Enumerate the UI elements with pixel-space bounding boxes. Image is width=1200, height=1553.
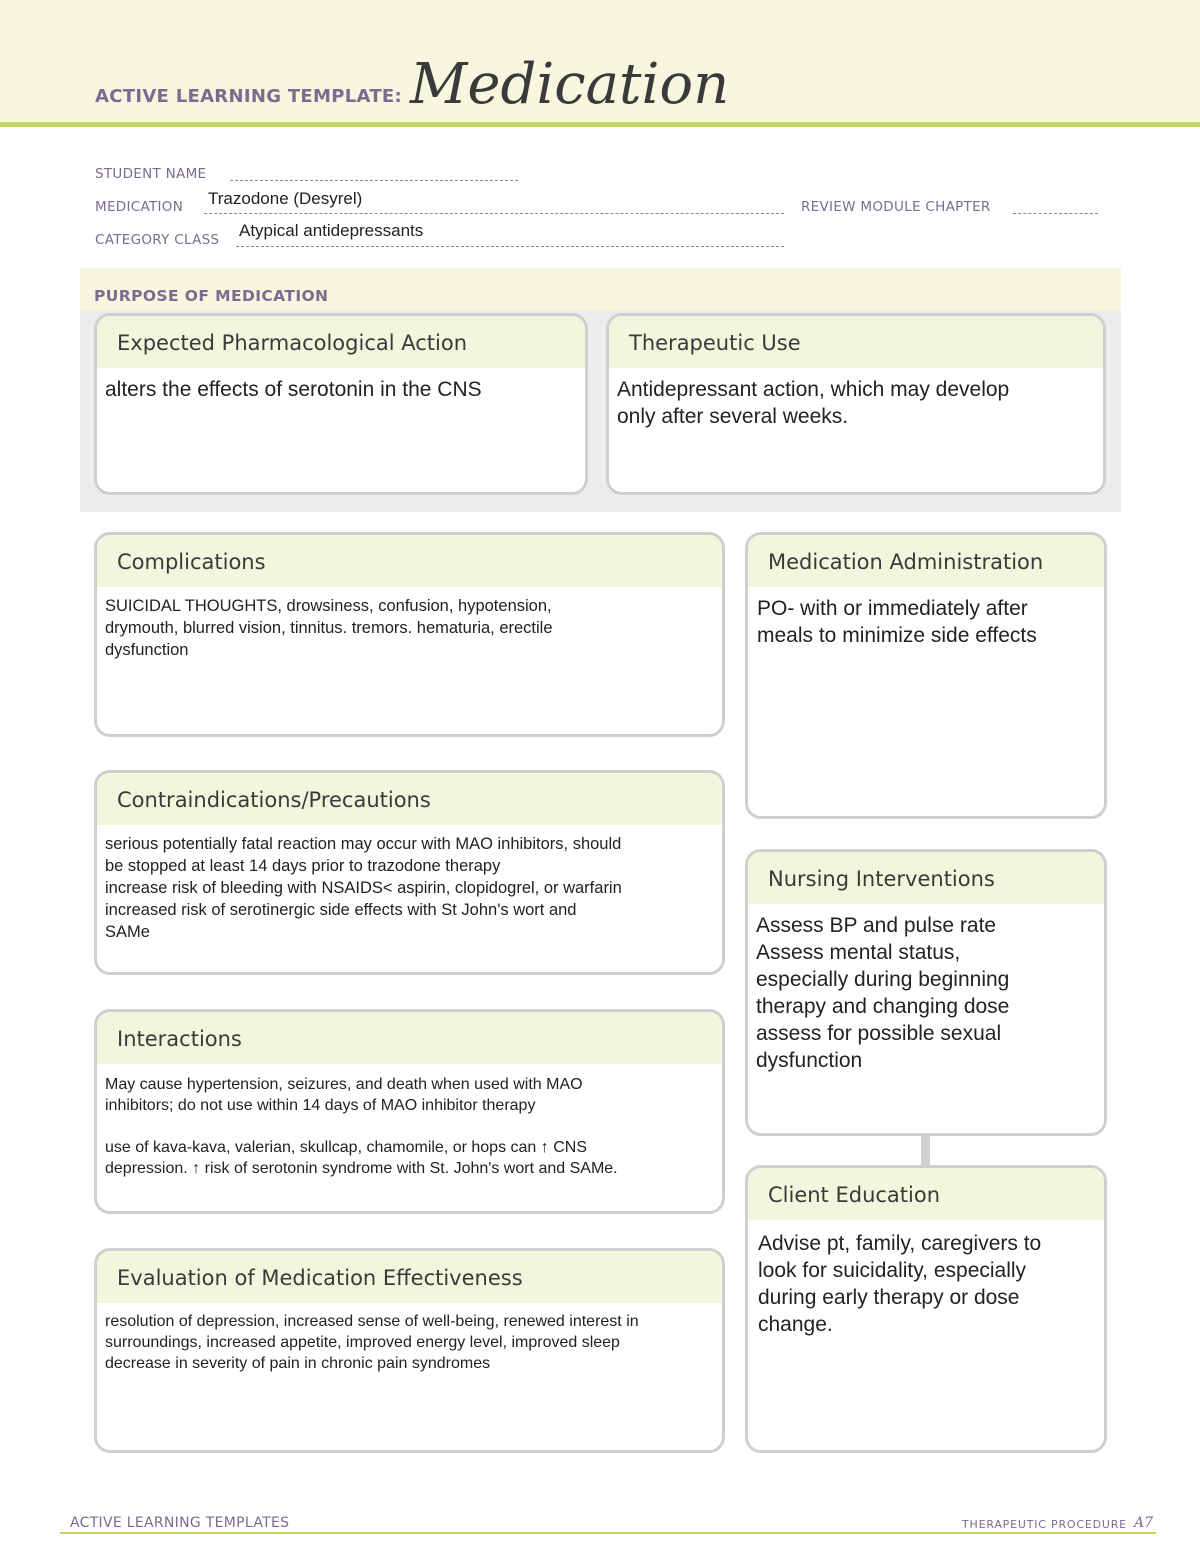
review-module-label: REVIEW MODULE CHAPTER <box>801 199 991 215</box>
contraindications-text[interactable]: serious potentially fatal reaction may occur with MAO inhibitors, should be stopped at least 14 days prior to trazodone therapy increase risk of bleeding with NSAIDS< aspirin, clopidogrel, or warfarin increased risk of serotinergic side effects with St John's wort and SAMe <box>105 835 622 941</box>
student-name-label: STUDENT NAME <box>95 166 207 182</box>
footer-left-label: ACTIVE LEARNING TEMPLATES <box>70 1515 290 1531</box>
header-rule <box>0 122 1200 127</box>
page-title: Medication <box>410 52 730 117</box>
medication-field[interactable] <box>204 213 784 214</box>
footer-right-label: THERAPEUTIC PROCEDURE <box>962 1518 1127 1531</box>
evaluation-heading: Evaluation of Medication Effectiveness <box>97 1251 722 1303</box>
interactions-text[interactable]: May cause hypertension, seizures, and death when used with MAO inhibitors; do not use within 14 days of MAO inhibitor therapy use of kava-kava, valerian, skullcap, chamomile, or hops can ↑ CNS depression. ↑ risk of serotonin syndrome with St. John's wort and SAMe. <box>105 1076 618 1177</box>
page-number: A7 <box>1134 1515 1154 1531</box>
expected-action-card <box>94 313 588 495</box>
evaluation-card <box>94 1248 725 1453</box>
client-education-heading: Client Education <box>748 1168 1104 1220</box>
complications-text[interactable]: SUICIDAL THOUGHTS, drowsiness, confusion, hypotension, drymouth, blurred vision, tinnitus. tremors. hematuria, erectile dysfunction <box>105 597 553 659</box>
client-education-card <box>745 1165 1107 1453</box>
card-connector <box>921 1135 930 1167</box>
review-module-field[interactable] <box>1013 213 1098 214</box>
category-class-field[interactable] <box>236 246 784 247</box>
expected-action-text[interactable]: alters the effects of serotonin in the CNS <box>105 378 482 401</box>
footer-rule <box>60 1532 1156 1534</box>
complications-heading: Complications <box>97 535 722 587</box>
administration-text[interactable]: PO- with or immediately after meals to minimize side effects <box>757 597 1037 647</box>
interactions-card <box>94 1009 725 1214</box>
therapeutic-use-heading: Therapeutic Use <box>609 316 1103 368</box>
therapeutic-use-text[interactable]: Antidepressant action, which may develop only after several weeks. <box>617 378 1010 428</box>
category-class-value: Atypical antidepressants <box>239 221 424 240</box>
complications-card <box>94 532 725 737</box>
category-class-label: CATEGORY CLASS <box>95 232 220 248</box>
client-education-text[interactable]: Advise pt, family, caregivers to look for suicidality, especially during early therapy or dose change. <box>758 1232 1042 1336</box>
evaluation-text[interactable]: resolution of depression, increased sense of well-being, renewed interest in surroundings, increased appetite, improved energy level, improved sleep decrease in severity of pain in chronic pain syndromes <box>105 1313 639 1372</box>
medication-value: Trazodone (Desyrel) <box>208 189 363 208</box>
template-label: ACTIVE LEARNING TEMPLATE: <box>95 86 402 107</box>
contraindications-card <box>94 770 725 975</box>
administration-card <box>745 532 1107 819</box>
nursing-interventions-card <box>745 849 1107 1136</box>
nursing-interventions-heading: Nursing Interventions <box>748 852 1104 904</box>
interactions-heading: Interactions <box>97 1012 722 1064</box>
purpose-title: PURPOSE OF MEDICATION <box>94 287 329 305</box>
contraindications-heading: Contraindications/Precautions <box>97 773 722 825</box>
nursing-interventions-text[interactable]: Assess BP and pulse rate Assess mental status, especially during beginning therapy and changing dose assess for possible sexual dysfunction <box>756 914 1010 1072</box>
administration-heading: Medication Administration <box>748 535 1104 587</box>
medication-label: MEDICATION <box>95 199 184 215</box>
expected-action-heading: Expected Pharmacological Action <box>97 316 585 368</box>
therapeutic-use-card <box>606 313 1106 495</box>
student-name-field[interactable] <box>230 180 518 181</box>
